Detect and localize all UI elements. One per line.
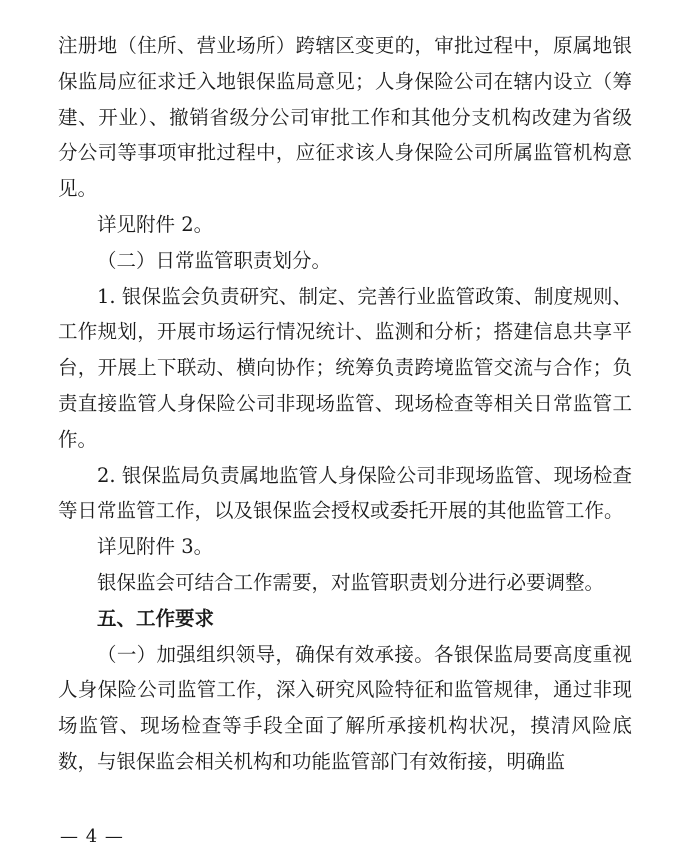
document-body bbox=[58, 28, 632, 780]
paragraph-see-attachment-3: 详见附件 3。 bbox=[97, 535, 214, 559]
section-heading-daily-supervision: （二）日常监管职责划分。 bbox=[97, 248, 332, 272]
paragraph-body-text: 各银保监局要高度重视人身保险公司监管工作，深入研究风险特征和监管规律，通过非现场监管、现场检查等手段全面了解所承接机构状况，摸清风险底数，与银保监会相关机构和功能监管部门有效衔接，明确监 bbox=[58, 642, 632, 773]
paragraph-see-attachment-2: 详见附件 2。 bbox=[97, 212, 214, 236]
paragraph-item-1: 1. 银保监会负责研究、制定、完善行业监管政策、制度规则、工作规划，开展市场运行情况统计、监测和分析；搭建信息共享平台，开展上下联动、横向协作；统筹负责跨境监管交流与合作；负责直接监管人身保险公司非现场监管、现场检查等相关日常监管工作。 bbox=[58, 284, 632, 451]
paragraph-lead-phrase: （一）加强组织领导，确保有效承接。 bbox=[97, 642, 435, 666]
paragraph-registration-change: 注册地（住所、营业场所）跨辖区变更的，审批过程中，原属地银保监局应征求迁入地银保监局意见；人身保险公司在辖内设立（筹建、开业）、撤销省级分公司审批工作和其他分支机构改建为省级分公司等事项审批过程中，应征求该人身保险公司所属监管机构意见。 bbox=[58, 34, 632, 201]
page-number: — 4 — bbox=[60, 826, 124, 847]
paragraph-adjustment: 银保监会可结合工作需要，对监管职责划分进行必要调整。 bbox=[97, 570, 605, 594]
section-heading-work-requirements: 五、工作要求 bbox=[97, 606, 215, 630]
paragraph-organization-leadership bbox=[58, 637, 632, 780]
paragraph-item-2: 2. 银保监局负责属地监管人身保险公司非现场监管、现场检查等日常监管工作，以及银保监会授权或委托开展的其他监管工作。 bbox=[58, 463, 632, 523]
